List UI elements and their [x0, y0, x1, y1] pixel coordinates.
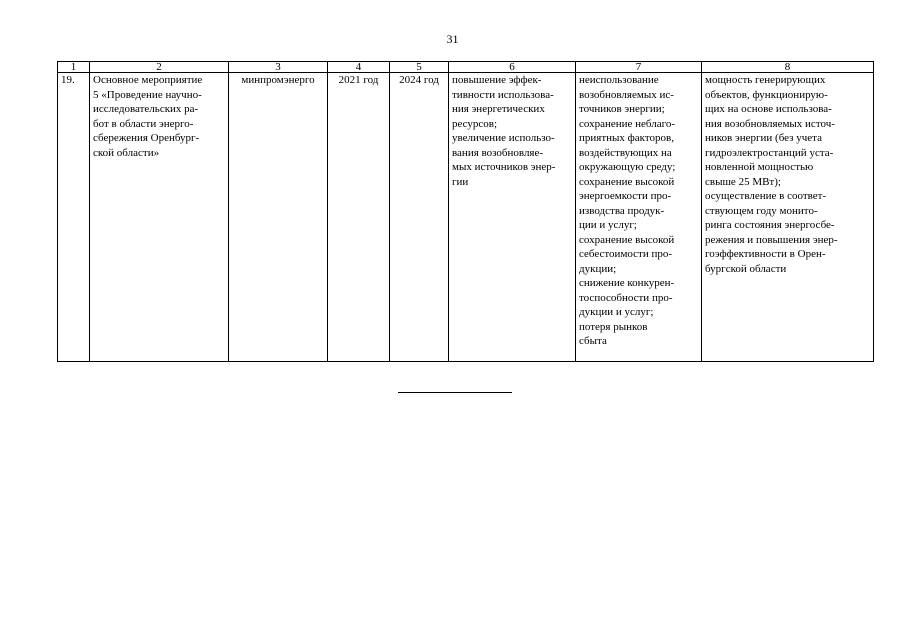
column-header-5: 5 — [390, 62, 449, 73]
measures-table — [57, 61, 874, 362]
measure-name-cell: Основное мероприятие 5 «Проведение научно- исследовательских ра- бот в области энерго- сбережения Оренбург- ской области» — [90, 73, 229, 362]
table-header-row — [58, 62, 874, 73]
column-header-3: 3 — [229, 62, 328, 73]
executor-cell: минпромэнерго — [229, 73, 328, 362]
column-header-1: 1 — [58, 62, 90, 73]
page-number: 31 — [446, 32, 459, 46]
column-header-6: 6 — [449, 62, 576, 73]
column-header-8: 8 — [702, 62, 874, 73]
end-divider — [398, 392, 512, 393]
column-header-2: 2 — [90, 62, 229, 73]
column-header-4: 4 — [328, 62, 390, 73]
start-year-cell: 2021 год — [328, 73, 390, 362]
table-row — [58, 73, 874, 362]
expected-result-cell: повышение эффек- тивности использова- ния энергетических ресурсов; увеличение использо- вания возобновляе- мых источников энер- гии — [449, 73, 576, 362]
end-year-cell: 2024 год — [390, 73, 449, 362]
consequences-cell: неиспользование возобновляемых ис- точников энергии; сохранение неблаго- приятных факторов, воздействующих на окружающую среду; сохранение высокой энергоемкости про- изводства продук- ции и услуг; сохранение высокой себестоимости про- дукции; снижение конкурен- тоспособности про- дукции и услуг; потеря рынков сбыта — [576, 73, 702, 362]
indicators-cell: мощность генерирующих объектов, функционирую- щих на основе использова- ния возобновляемых источ- ников энергии (без учета гидроэлектростанций уста- новленной мощностью свыше 25 МВт); осуществление в соответ- ствующем году монито- ринга состояния энергосбе- режения и повышения энер- гоэффективности в Орен- бургской области — [702, 73, 874, 362]
column-header-7: 7 — [576, 62, 702, 73]
row-number-cell: 19. — [58, 73, 90, 362]
